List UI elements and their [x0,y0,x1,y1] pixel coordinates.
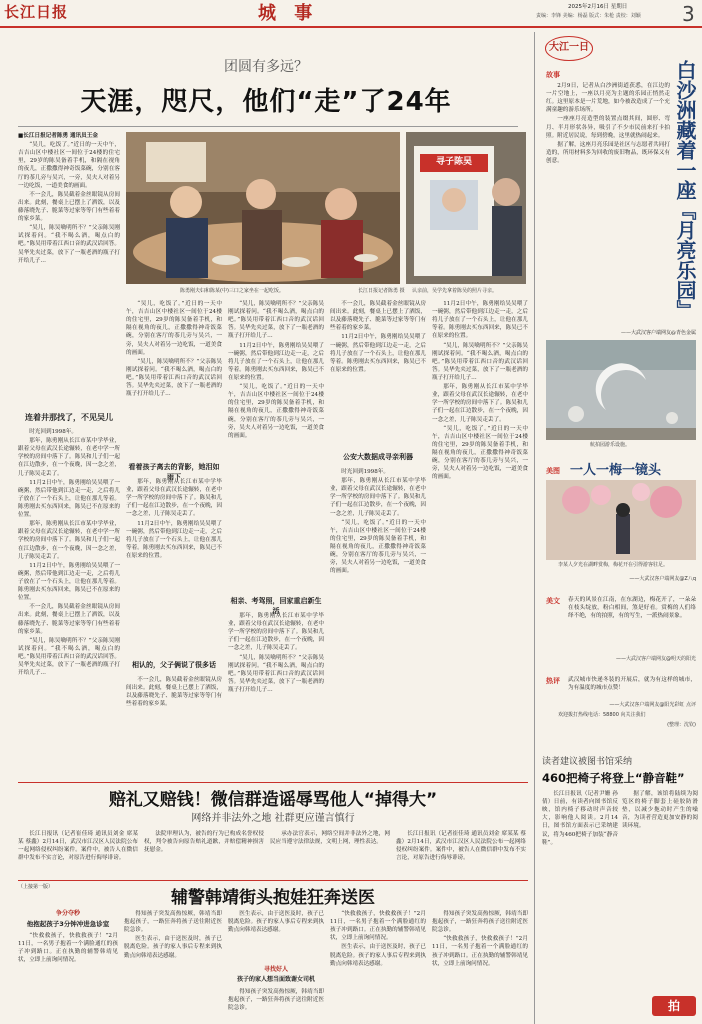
body-paragraph: 不一会儿，陈吴截着金丝眼镜从房间出来。此刻，餐桌上已摆上了洒饭，以及藤落晓先子、脆菜等过家等等门有些着着的家乡菜。 [18,191,120,223]
hotline: 欢迎拨打热线电话：58800 向关注我们 [558,712,646,718]
poster-photo [406,132,526,284]
story4-sub1-title: 他抱起孩子3分钟冲进急诊室 [26,920,110,928]
main-col-4b [330,468,426,776]
masthead [0,0,702,30]
plum-photo [546,480,696,560]
body-paragraph: “吴儿，吃饭了。”近日的一天中午，吉吉山区中楼社区一间位于24楼的住宅里，29岁的陈吴备着手机，和隔在视角的夜儿，正撒撒得神奇饭菜碗，分别在客厅的茶几旁与吴兴，一旁，吴夫人对着另一边吃饭，一道美食的画面。 [330,519,426,575]
body-paragraph: 11月2日中午，陈勇刚给吴吴喂了一碗粥，然后带他到江边走一走，之后将儿子放在了一个石头上，让他在那儿等着。陈勇刚去买东西回来，陈吴已不在原来的位置。 [18,562,120,602]
body-paragraph: “快救救孩子，快救救孩子！”2月11日，一名男子抱着一个满脸通红的孩子冲到路口。正在执勤的辅警韩靖见状，立即上前询问情况。 [330,911,426,942]
body-paragraph: 法院审理认为，被告的行为已构成名誉权侵权，判令被告向原告赔礼道歉，并赔偿精神损害抚慰金。 [144,831,264,854]
body-paragraph: 得知孩子突发高热惊厥，韩靖当即抱起孩子，一路狂奔将孩子送往附近医院急诊。 [432,911,528,934]
body-paragraph: 一座座月亮造型的装置点缀其间，圆形、弯月、半月形状各异，吸引了不少市民前来打卡拍照。附近居民说，每到傍晚，这里就热闹起来。 [546,116,670,139]
body-paragraph: 那年，陈勇刚从长江市某中学毕业，跟着父母在武汉长途辗转，在老中学一所学校的房间中落下了。陈吴和儿子们一起在江边散步，在一个夜晚，因一念之差，儿子陈吴走丢了。 [126,479,222,518]
body-paragraph: 那年，陈勇刚从长江市某中学毕业，跟着父母在武汉长途辗转，在老中学一所学校的房间中落下了。陈吴和儿子们一起在江边散步，在一个夜晚，因一念之差，儿子陈吴走丢了。 [18,438,120,477]
subhead-5: 相亲、考驾照，回家重启新生活 [230,597,322,616]
sidebar-text [546,82,670,322]
story4-col-2 [124,910,222,1020]
body-paragraph: 那年，陈勇刚从长江市某中学毕业，跟着父母在武汉长途辗转，在老中学一所学校的房间中落下了。陈吴和儿子们一起在江边散步，在一个夜晚，因一念之差，儿子陈吴走丢了。 [432,384,528,423]
main-col-3b [228,612,324,776]
plum-byline: ——大武汉客户端网友@Z八q [629,576,696,582]
body-paragraph: 不一会儿，陈吴截着金丝眼镜从房间出来。此刻，餐桌上已摆上了洒饭，以及藤落晓先子、脆菜等过家等等门有些着着的家乡菜。 [330,301,426,332]
body-paragraph: 医生表示，由于送医及时，孩子已脱离危险。孩子的家人事后专程来到执勤点向韩靖表达感谢。 [228,911,324,934]
body-paragraph: 11月2日中午，陈勇刚给吴吴喂了一碗粥，然后带他到江边走一走，之后将儿子放在了一个石头上，让他在那儿等着。陈勇刚去买东西回来，陈吴已不在原来的位置。 [228,342,324,381]
main-col-2 [126,300,222,460]
story2-rule [18,782,528,783]
body-paragraph: “吴儿，吃饭了。”近日的一天中午，吉吉山区中楼社区一间位于24楼的住宅里，29岁的陈吴备着手机，和隔在视角的夜儿，正撒撒得神奇饭菜碗，分别在客厅的茶几旁与吴兴，一旁，吴夫人对着另一边吃饭，一道美食的画面。 [432,425,528,481]
story4-sub2-title: 孩子的家人想当面致谢女司机 [236,976,315,983]
body-paragraph: 11月2日中午，陈勇刚给吴吴喂了一碗粥，然后带他到江边走一走，之后将儿子放在了一个石头上，让他在那儿等着。陈勇刚去买东西回来，陈吴已不在原来的位置。 [330,334,426,373]
main-col-1 [18,132,120,410]
story2-col-2 [144,830,264,876]
story4-col-3 [228,910,324,964]
sidebar-byline: ——大武汉客户端网友@青色金属 [620,330,696,336]
body-paragraph: 据了解，这座月亮乐园是社区与志愿者共同打造的，所用材料多为回收的废旧物品，既环保又有创意。 [546,141,670,164]
body-paragraph: “快救救孩子，快救救孩子！”2月11日，一名男子抱着一个满脸通红的孩子冲到路口。正在执勤的辅警韩靖见状，立即上前询问情况。 [18,933,118,964]
body-paragraph: 2月9日，记者从白沙洲街道获悉，在江边的一片空地上，一座以月亮为主题的乐园正悄然走红。这里原本是一片荒地，如今被改造成了一个充满童趣的游乐场所。 [546,83,670,114]
plum-caption: 李某人夕光在湖畔赏梅，梅花开在引得游客驻足。 [558,562,669,568]
date-line: 2025年2月16日 星期日 [568,4,628,10]
body-paragraph: 得知孩子突发高热惊厥，韩靖当即抱起孩子，一路狂奔将孩子送往附近医院急诊。 [228,989,324,1012]
body-paragraph: 11月2日中午，陈勇刚给吴吴喂了一碗粥，然后带他到江边走一走，之后将儿子放在了一个石头上，让他在那儿等着。陈勇刚去买东西回来，陈吴已不在原来的位置。 [126,520,222,559]
body-paragraph: 据了解，该馆将陆续为阅览区的椅子脚套上硅胶防滑垫，以减少拖动时产生的噪音，为读者营造更加安静的阅读环境。 [622,791,698,830]
pai-badge [652,996,696,1016]
meiwen-tag: 美文 [546,597,560,605]
story4-col-1 [18,932,118,1020]
main-col-2c [126,676,222,776]
body-paragraph: 医生表示，由于送医及时，孩子已脱离危险。孩子的家人事后专程来到执勤点向韩靖表达感谢。 [124,936,222,959]
moon-park-photo [546,340,696,440]
story3-rule [534,752,535,1024]
pai-label: 拍 [667,999,680,1013]
body-paragraph: 11月2日中午，陈勇刚给吴吴喂了一碗粥，然后带他到江边走一走，之后将儿子放在了一个石头上，让他在那儿等着。陈勇刚去买东西回来，陈吴已不在原来的位置。 [432,301,528,340]
main-headline: 天涯，咫尺，他们“走”了24年 [80,87,452,117]
body-paragraph: “吴儿，吃饭了。”近日的一天中午，吉吉山区中楼社区一间位于24楼的住宅里，29岁的陈吴备着手机，和隔在视角的夜儿，正撒撒得神奇饭菜碗，分别在客厅的茶几旁与吴兴，一旁，吴夫人对着另一边吃饭，一道美食的画面。 [228,384,324,439]
photo-credit: 长江日报记者陈勇 摄 [358,288,405,294]
body-paragraph: “吴儿，吃饭了。”近日的一天中午，吉吉山区中楼社区一间位于24楼的住宅里，29岁的陈吴备着手机，和隔在视角的夜儿，正撒撒得神奇饭菜碗，分别在客厅的茶几旁与吴兴，一旁，吴夫人对着另一边吃饭，一道美食的画面。 [18,142,120,189]
main-col-2b [126,478,222,648]
story4-sub2: 寻找好人 [263,966,288,973]
body-paragraph: 长江日报讯（记者尹姗 孙倩）日前，有读者向图书馆反映，馆内椅子移动时声音较大，影响他人阅读。2月14日，图书馆方面表示已采纳建议，将为460把椅子加装“静音鞋”。 [542,791,618,846]
page-number: 3 [682,2,695,26]
repin-tag: 热评 [546,677,560,685]
meiwen-text [568,596,696,652]
subhead-4: 公安大数据成寻亲利器 [343,453,413,461]
section-title: 城 事 [258,3,319,24]
masthead-rule [0,26,702,28]
body-paragraph: 那年，陈勇刚从长江市某中学毕业，跟着父母在武汉长途辗转，在老中学一所学校的房间中落下了。陈吴和儿子们一起在江边散步，在一个夜晚，因一念之差，儿子陈吴走丢了。 [18,521,120,560]
photo-caption-1: 陈勇刚夫妇和陈某(中)三口之家坐在一起吃饭。 [180,288,284,294]
body-paragraph: 医生表示，由于送医及时，孩子已脱离危险。孩子的家人事后专程来到执勤点向韩靖表达感谢。 [330,944,426,967]
story4-kicker: （上接第一版） [18,884,54,890]
body-paragraph: 时光回到1998年。 [29,429,77,435]
repin-byline: ——大武汉客户端网友@阳光彩虹 点评 [609,702,696,708]
body-paragraph: “吴儿，陈吴噙明所不？”父亲陈吴刚试探着问。“我不喝么酒，喝点白的吧。”陈吴用带着江西口音的武汉话回答。吴华先夹过菜，放下了一瓶老酒的瓶子打开给儿子… [228,654,324,693]
paper-name: 长江日报 [4,3,69,21]
body-paragraph: 时光回到1998年。 [341,469,389,475]
body-paragraph: 长江日报讯（记者崔佳琦 通讯员刘金 席某某 蔡鑫）2月14日，武汉市江汉区人民法院公布一起网络侵权纠纷案件。案件中，被告人在微信群中发布不实言论，对原告进行侮辱诽谤。 [396,831,526,862]
moon-park-caption: 航拍园游乐设施。 [590,442,631,448]
body-paragraph: 得知孩子突发高热惊厥，韩靖当即抱起孩子，一路狂奔将孩子送往附近医院急诊。 [124,911,222,934]
body-paragraph: “吴儿，陈吴噙明所不？”父亲陈吴刚试探着问。“我不喝么酒，喝点白的吧。”陈吴用带着江西口音的武汉话回答。吴华先夹过菜，放下了一瓶老酒的瓶子打开给儿子… [432,342,528,381]
story2-col-1 [18,830,138,876]
body-paragraph: 那年，陈勇刚从长江市某中学毕业，跟着父母在武汉长途辗转，在老中学一所学校的房间中落下了。陈吴和儿子们一起在江边散步，在一个夜晚，因一念之差，儿子陈吴走丢了。 [330,478,426,517]
body-paragraph: “吴儿，陈吴噙明所不？”父亲陈吴刚试探着问。“我不喝么酒，喝点白的吧。”陈吴用带着江西口音的武汉话回答。吴华先夹过菜，放下了一瓶老酒的瓶子打开给儿子… [18,637,120,677]
column-tag: 大江一日 [545,36,593,61]
story2-col-3 [270,830,390,876]
body-paragraph: 不一会儿，陈吴截着金丝眼镜从房间出来。此刻，餐桌上已摆上了洒饭，以及藤落晓先子、脆菜等过家等等门有些着着的家乡菜。 [126,677,222,708]
main-kicker: 团圆有多远？ [224,59,308,75]
body-paragraph: “吴儿，吃饭了。”近日的一天中午，吉吉山区中楼社区一间位于24楼的住宅里，29岁的陈吴备着手机，和隔在视角的夜儿，正撒撒得神奇饭菜碗，分别在客厅的茶几旁与吴兴，一旁，吴夫人对着另一边吃饭，一道美食的画面。 [126,301,222,356]
body-paragraph: 不一会儿，陈吴截着金丝眼镜从房间出来。此刻，餐桌上已摆上了洒饭，以及藤落晓先子、脆菜等过家等等门有些着着的家乡菜。 [18,604,120,635]
story2-col-4 [396,830,526,876]
headline-rule [18,126,518,127]
repin-body: 武汉城市快递冬装的开展后，就为有这样的城市，为有温度的城市点赞！ [568,677,696,692]
story3-headline: 460把椅子将登上“静音鞋” [542,771,685,785]
body-paragraph: “吴儿，陈吴噙明所不？”父亲陈吴刚试探着问。“我不喝么酒，喝点白的吧。”陈吴用带着江西口音的武汉话回答。吴华先夹过菜，放下了一瓶老酒的瓶子打开给儿子… [228,301,324,340]
meitu-tag: 美图 [546,467,560,475]
story4-sub1: 争分夺秒 [55,910,80,917]
story4-rule [18,880,528,881]
photo-caption-2: 认亲前，吴学先拿着陈吴的照片寻亲。 [412,288,498,294]
story4-col-4 [330,910,426,1020]
hotline-editor: (整理：沈钦) [667,722,696,728]
sidebar-story-tag: 故事 [546,71,560,79]
story4-col-3b [228,988,324,1020]
meitu-headline: 一人一梅一镜头 [570,463,662,478]
poster-text: 寻子陈吴 [435,157,472,167]
body-paragraph: “吴儿，陈吴噙明所不？”父亲陈吴刚试探着问。“我不喝么酒，喝点白的吧。”陈吴用带着江西口音的武汉话回答。吴华先夹过菜，放下了一瓶老酒的瓶子打开给儿子… [126,358,222,398]
byline: ■长江日报记者陈勇 通讯员王金 [18,133,98,139]
story4-headline: 辅警韩靖街头抱娃狂奔送医 [171,888,375,908]
body-paragraph: 长江日报讯（记者崔佳琦 通讯员刘金 席某某 蔡鑫）2月14日，武汉市江汉区人民法院公布一起网络侵权纠纷案件。案件中，被告人在微信群中发布不实言论，对原告进行侮辱诽谤。 [18,831,138,862]
story4-col-5 [432,910,528,1020]
sidebar-headline: 白沙洲藏着一座『月亮乐园』 [673,60,697,320]
story3-kicker: 读者建议被图书馆采纳 [542,757,633,767]
sidebar-rule [534,32,535,752]
family-dinner-photo [126,132,400,284]
body-paragraph: “吴儿，陈吴噙明所不？”父亲陈吴刚试探着问。“我不喝么酒，喝点白的吧。”陈吴用带着江西口音的武汉话回答。吴华先夹过菜，放下了一瓶老酒的瓶子打开给儿子… [18,225,120,264]
body-paragraph: “快救救孩子，快救救孩子！”2月11日，一名男子抱着一个满脸通红的孩子冲到路口。正在执勤的辅警韩靖见状，立即上前询问情况。 [432,936,528,967]
editors-line: 责编：李锋 美编：杨磊 版式：朱枪 责校：刘颖 [536,13,641,19]
body-paragraph: 承办法官表示，网络空间并非法外之地，网民应当遵守法律法规，文明上网，理性表达。 [270,831,390,846]
subhead-3: 相认的，父子俩说了很多话 [132,661,216,669]
subhead-2: 看着孩子离去的背影，她泪如雨下 [128,463,220,482]
story2-subhead: 网络并非法外之地 社群更应谨言慎行 [191,813,355,824]
story3-col-2 [622,790,698,990]
story2-headline: 赔礼又赔钱！微信群造谣辱骂他人“掉得大” [108,790,438,810]
main-col-4 [330,300,426,450]
subhead-1: 连着井那找了，不见吴儿 [25,413,113,422]
main-col-5 [432,300,528,776]
main-col-3 [228,300,324,590]
repin-text [568,676,696,700]
meiwen-body: 春天的风景在江南，在东湖边，梅花开了，一朵朵在枝头绽放，粉白相间，煞是好看。赏梅的人们络绎不绝，有的拍照，有的写生，一派热闹景象。 [568,597,696,620]
body-paragraph: 那年，陈勇刚从长江市某中学毕业，跟着父母在武汉长途辗转，在老中学一所学校的房间中落下了。陈吴和儿子们一起在江边散步，在一个夜晚，因一念之差，儿子陈吴走丢了。 [228,613,324,652]
body-paragraph: 11月2日中午，陈勇刚给吴吴喂了一碗粥，然后带他到江边走一走，之后将儿子放在了一个石头上，让他在那儿等着。陈勇刚去买东西回来，陈吴已不在原来的位置。 [18,479,120,519]
story3-col-1 [542,790,618,1016]
meiwen-byline: ——大武汉客户端网友@明天的阳光 [615,656,696,662]
